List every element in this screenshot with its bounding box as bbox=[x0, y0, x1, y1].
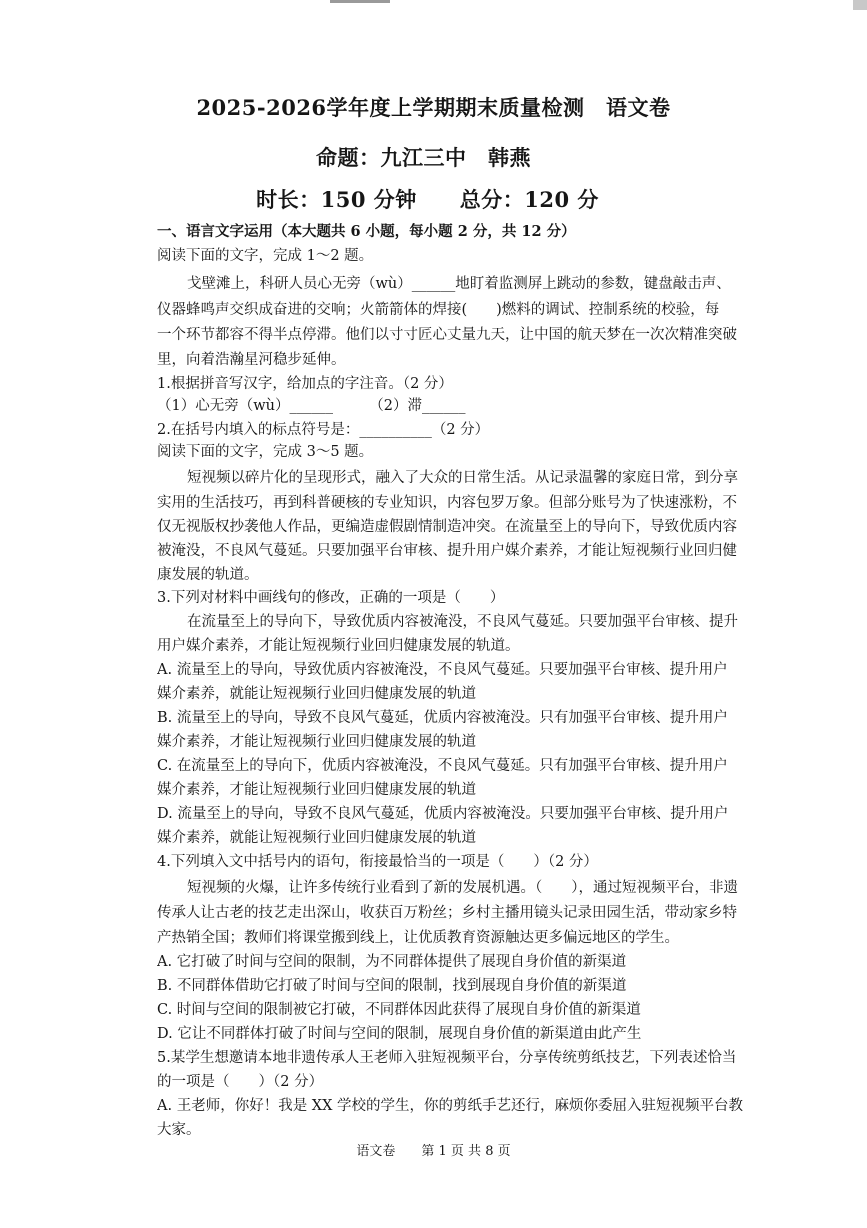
scan-corner-mark bbox=[853, 0, 867, 10]
question-4: 4.下列填入文中括号内的语句，衔接最恰当的一项是（ ）（2 分） bbox=[157, 854, 598, 870]
option-a: 大家。 bbox=[157, 1122, 201, 1138]
option-a: A. 王老师，你好！我是 XX 学校的学生，你的剪纸手艺还行，麻烦你委屈入驻短视频平台教 bbox=[157, 1098, 744, 1114]
option-b: 媒介素养，才能让短视频行业回归健康发展的轨道 bbox=[157, 734, 476, 750]
option-b: B. 不同群体借助它打破了时间与空间的限制，找到展现自身价值的新渠道 bbox=[157, 978, 627, 994]
instruction: 阅读下面的文字，完成 3～5 题。 bbox=[157, 444, 374, 460]
option-d: D. 它让不同群体打破了时间与空间的限制，展现自身价值的新渠道由此产生 bbox=[157, 1026, 642, 1042]
question-5: 5.某学生想邀请本地非遗传承人王老师入驻短视频平台，分享传统剪纸技艺，下列表述恰当 bbox=[157, 1050, 737, 1066]
option-a: A. 它打破了时间与空间的限制，为不同群体提供了展现自身价值的新渠道 bbox=[157, 954, 627, 970]
passage-line: 短视频的火爆，让许多传统行业看到了新的发展机遇。（ ），通过短视频平台，非遗 bbox=[187, 880, 738, 896]
passage-line: 仅无视版权抄袭他人作品，更编造虚假剧情制造冲突。在流量至上的导向下，导致优质内容 bbox=[157, 519, 737, 535]
passage-line: 里，向着浩瀚星河稳步延伸。 bbox=[157, 352, 346, 368]
passage-line: 实用的生活技巧，再到科普硬核的专业知识，内容包罗万象。但部分账号为了快速涨粉，不 bbox=[157, 495, 737, 511]
option-d: 媒介素养，就能让短视频行业回归健康发展的轨道 bbox=[157, 830, 476, 846]
option-d: D. 流量至上的导向，导致不良风气蔓延，优质内容被淹没。只要加强平台审核、提升用户 bbox=[157, 806, 729, 822]
question-1-answer: （1）心无旁（wù）______ （2）滞______ bbox=[157, 398, 466, 414]
page-footer: 语文卷 第 1 页 共 8 页 bbox=[356, 1144, 511, 1159]
question-1: 1.根据拼音写汉字，给加点的字注音。（2 分） bbox=[157, 376, 453, 392]
question-3: 3.下列对材料中画线句的修改，正确的一项是（ ） bbox=[157, 590, 505, 606]
option-c: C. 时间与空间的限制被它打破，不同群体因此获得了展现自身价值的新渠道 bbox=[157, 1002, 641, 1018]
passage-line: 戈壁滩上，科研人员心无旁（wù）______地盯着监测屏上跳动的参数，键盘敲击声、 bbox=[187, 276, 731, 292]
passage-line: 产热销全国；教师们将课堂搬到线上，让优质教育资源触达更多偏远地区的学生。 bbox=[157, 930, 679, 946]
option-a: 媒介素养，就能让短视频行业回归健康发展的轨道 bbox=[157, 686, 476, 702]
question-5: 的一项是（ ）（2 分） bbox=[157, 1074, 324, 1090]
question-2: 2.在括号内填入的标点符号是：__________（2 分） bbox=[157, 422, 490, 438]
passage-line: 传承人让古老的技艺走出深山，收获百万粉丝；乡村主播用镜头记录田园生活，带动家乡特 bbox=[157, 905, 737, 921]
option-c: C. 在流量至上的导向下，优质内容被淹没，不良风气蔓延。只有加强平台审核、提升用户 bbox=[157, 758, 728, 774]
option-b: B. 流量至上的导向，导致不良风气蔓延，优质内容被淹没。只有加强平台审核、提升用户 bbox=[157, 710, 728, 726]
passage-line: 短视频以碎片化的呈现形式，融入了大众的日常生活。从记录温馨的家庭日常，到分享 bbox=[187, 470, 738, 486]
passage-line: 一个环节都容不得半点停滞。他们以寸寸匠心丈量九天，让中国的航天梦在一次次精准突破 bbox=[157, 327, 737, 343]
exam-title: 2025-2026学年度上学期期末质量检测 语文卷 bbox=[196, 95, 671, 120]
section-heading: 一、语言文字运用（本大题共 6 小题，每小题 2 分，共 12 分） bbox=[157, 223, 576, 240]
exam-author: 命题：九江三中 韩燕 bbox=[316, 145, 531, 170]
option-a: A. 流量至上的导向，导致优质内容被淹没，不良风气蔓延。只要加强平台审核、提升用户 bbox=[157, 662, 728, 678]
passage-line: 仪器蜂鸣声交织成奋进的交响；火箭箭体的焊接( )燃料的调试、控制系统的校验，每 bbox=[157, 302, 720, 318]
underlined-sentence: 用户媒介素养，才能让短视频行业回归健康发展的轨道。 bbox=[157, 638, 520, 654]
instruction: 阅读下面的文字，完成 1～2 题。 bbox=[157, 248, 374, 264]
scan-edge-mark bbox=[330, 0, 390, 3]
passage-line: 康发展的轨道。 bbox=[157, 567, 259, 583]
passage-line: 被淹没，不良风气蔓延。只要加强平台审核、提升用户媒介素养，才能让短视频行业回归健 bbox=[157, 543, 737, 559]
underlined-sentence: 在流量至上的导向下，导致优质内容被淹没，不良风气蔓延。只要加强平台审核、提升 bbox=[187, 614, 738, 630]
exam-meta: 时长：150 分钟 总分：120 分 bbox=[256, 187, 599, 212]
option-c: 媒介素养，才能让短视频行业回归健康发展的轨道 bbox=[157, 782, 476, 798]
